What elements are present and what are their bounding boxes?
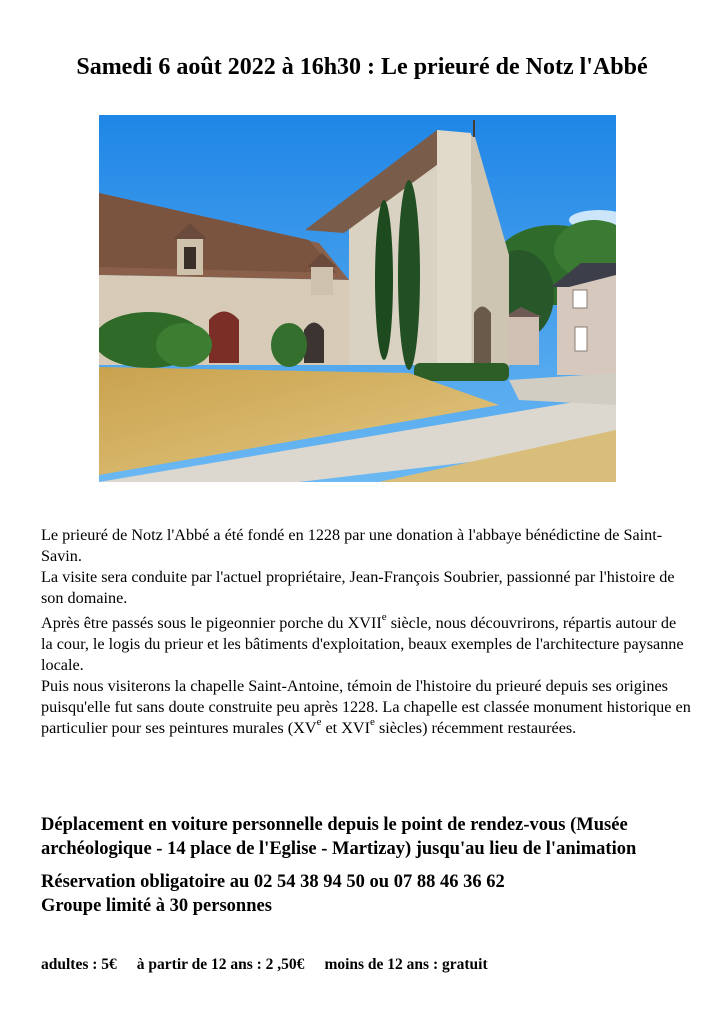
price-from-12: à partir de 12 ans : 2 ,50€ (136, 956, 305, 973)
description-guide: La visite sera conduite par l'actuel propriétaire, Jean-François Soubrier, passionné par l'histoire de son domaine. (41, 568, 675, 607)
priory-photo (99, 115, 616, 482)
description-courtyard: Après être passés sous le pigeonnier porche du XVIIe siècle, nous découvrirons, répartis autour de la cour, le logis du prieur et les bâtiments d'exploitation, beaux exemples de l'architecture paysanne locale. (41, 610, 684, 674)
reservation-info: Réservation obligatoire au 02 54 38 94 50 ou 07 88 46 36 62 (41, 872, 505, 892)
description-chapel: Puis nous visiterons la chapelle Saint-Antoine, témoin de l'histoire du prieuré depuis ses origines puisqu'elle fut sans doute construite peu après 1228. La chapelle est classée monument historique en particulier pour ses peintures murales (XVe et XVIe siècles) récemment restaurées. (41, 677, 691, 737)
page-title: Samedi 6 août 2022 à 16h30 : Le prieuré de Notz l'Abbé (76, 54, 648, 80)
practical-info (41, 813, 701, 918)
price-under-12: moins de 12 ans : gratuit (324, 956, 488, 973)
description (41, 525, 691, 739)
transport-info: Déplacement en voiture personnelle depuis le point de rendez-vous (Musée archéologique - 14 place de l'Eglise - Martizay) jusqu'au lieu de l'animation (41, 815, 637, 859)
description-foundation: Le prieuré de Notz l'Abbé a été fondé en 1228 par une donation à l'abbaye bénédictine de Saint-Savin. (41, 526, 663, 565)
group-limit: Groupe limité à 30 personnes (41, 896, 272, 916)
price-adults: adultes : 5€ (41, 956, 117, 973)
price-list (41, 954, 701, 976)
